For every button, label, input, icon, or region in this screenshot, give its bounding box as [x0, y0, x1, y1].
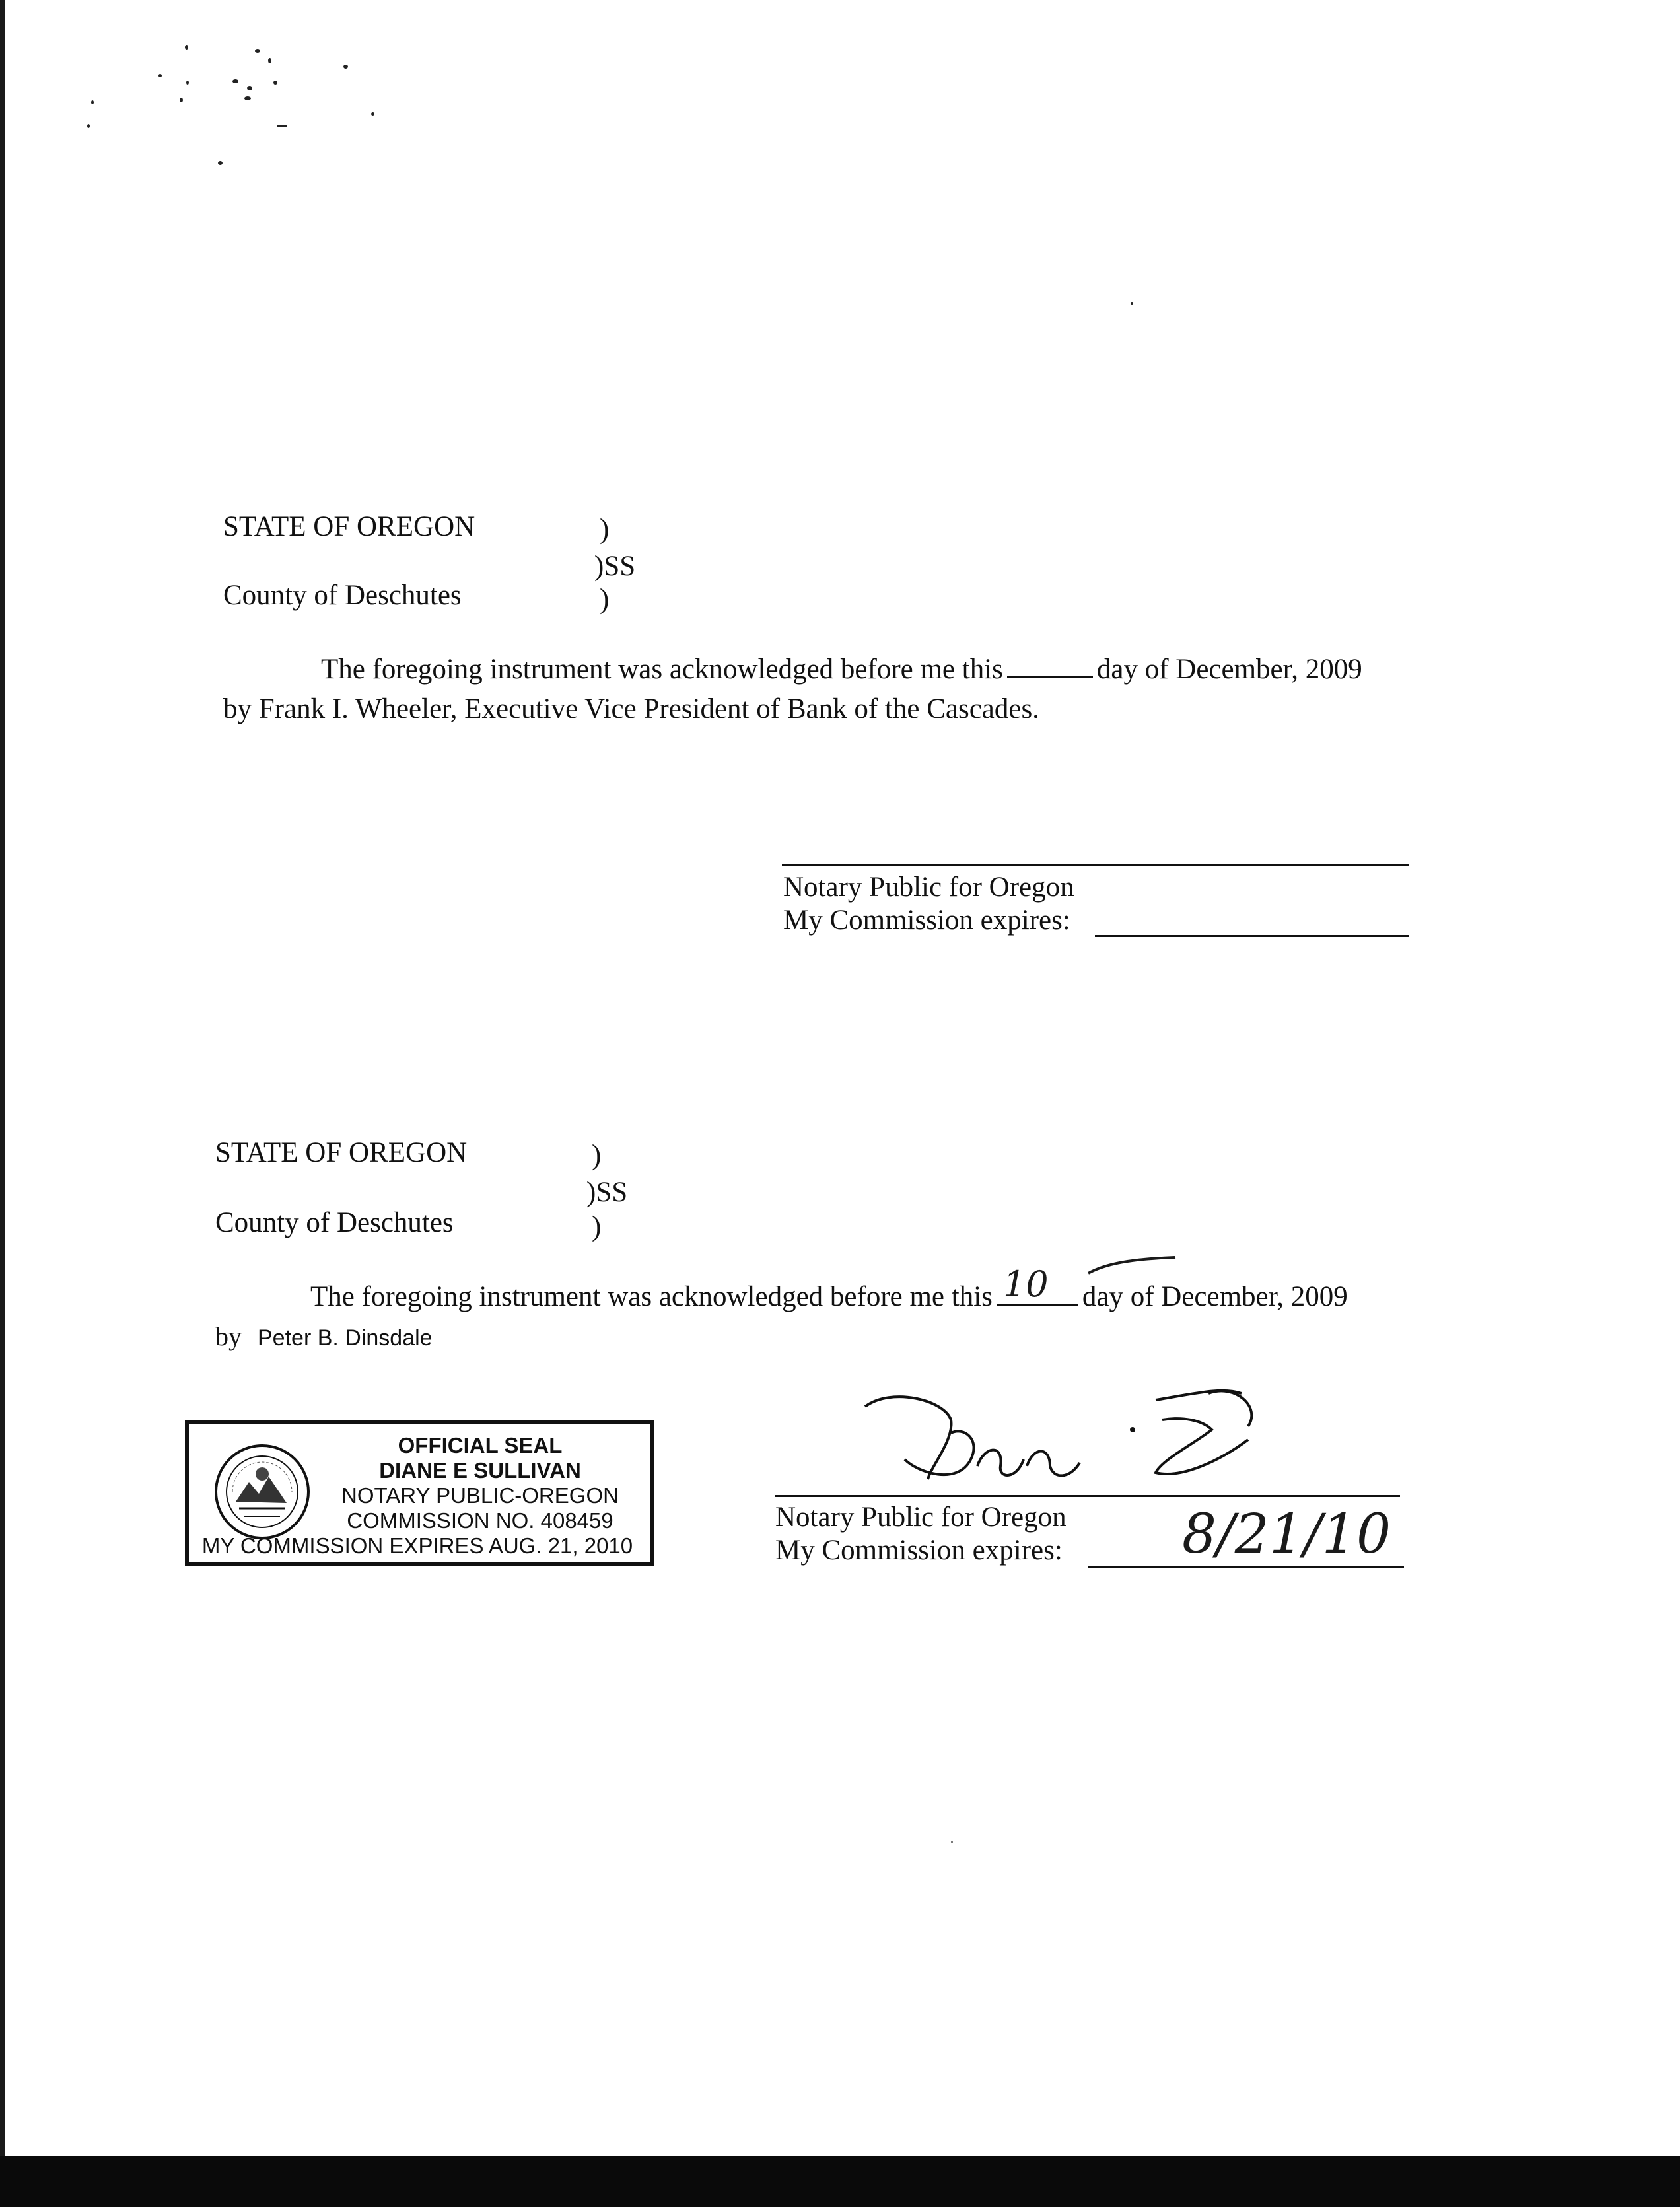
state-heading-1: STATE OF OREGON — [223, 511, 475, 542]
acknowledgment-line-2 — [310, 1263, 1348, 1312]
day-blank-2 — [997, 1263, 1078, 1306]
seal-line-2: DIANE E SULLIVAN — [379, 1458, 581, 1483]
ack-suffix-1: day of December, 2009 — [1096, 654, 1362, 685]
seal-line-3: NOTARY PUBLIC-OREGON — [341, 1483, 619, 1508]
ss-mark-2: )SS — [586, 1177, 628, 1208]
ack-suffix-2: day of December, 2009 — [1082, 1281, 1348, 1312]
by-prefix-2: by — [215, 1321, 242, 1351]
ack-prefix-1: The foregoing instrument was acknowledged before me this — [321, 654, 1003, 685]
paren-1b: ) — [600, 584, 610, 615]
signature-line-2 — [775, 1495, 1400, 1497]
scan-bottom-edge — [0, 2156, 1680, 2207]
commission-line-2 — [1088, 1566, 1404, 1568]
state-heading-2: STATE OF OREGON — [215, 1137, 468, 1168]
by-name-2: Peter B. Dinsdale — [258, 1325, 433, 1350]
notary-label-1: Notary Public for Oregon — [783, 872, 1074, 903]
commission-date-handwritten: 8/21/10 — [1182, 1503, 1391, 1566]
county-label-1: County of Deschutes — [223, 580, 462, 611]
day-superscript-stroke — [1083, 1255, 1182, 1281]
by-line-2 — [215, 1321, 433, 1352]
seal-text-block — [201, 1433, 639, 1559]
commission-label-2: My Commission expires: — [775, 1535, 1063, 1566]
day-blank-1 — [1007, 654, 1093, 678]
acknowledgment-line-1 — [321, 654, 1362, 683]
county-label-2: County of Deschutes — [215, 1207, 454, 1238]
commission-label-1: My Commission expires: — [783, 905, 1070, 936]
signature-line-1 — [782, 864, 1409, 866]
seal-line-5: MY COMMISSION EXPIRES AUG. 21, 2010 — [201, 1533, 633, 1558]
day-handwritten: 10 — [1002, 1263, 1049, 1305]
ack-prefix-2: The foregoing instrument was acknowledged before me this — [310, 1281, 993, 1312]
notary-signature — [852, 1380, 1275, 1499]
commission-line-1 — [1095, 935, 1409, 937]
scan-left-edge — [0, 0, 5, 2207]
paren-1a: ) — [600, 514, 610, 545]
state-of-oregon-seal-icon — [213, 1442, 312, 1541]
paren-2a: ) — [592, 1140, 602, 1171]
paren-2b: ) — [592, 1211, 602, 1242]
ss-mark-1: )SS — [594, 551, 636, 582]
notary-label-2: Notary Public for Oregon — [775, 1502, 1067, 1533]
seal-line-1: OFFICIAL SEAL — [398, 1433, 563, 1457]
by-line-1: by Frank I. Wheeler, Executive Vice President of Bank of the Cascades. — [223, 693, 1039, 724]
official-seal-stamp — [185, 1420, 654, 1566]
seal-line-4: COMMISSION NO. 408459 — [347, 1508, 613, 1533]
